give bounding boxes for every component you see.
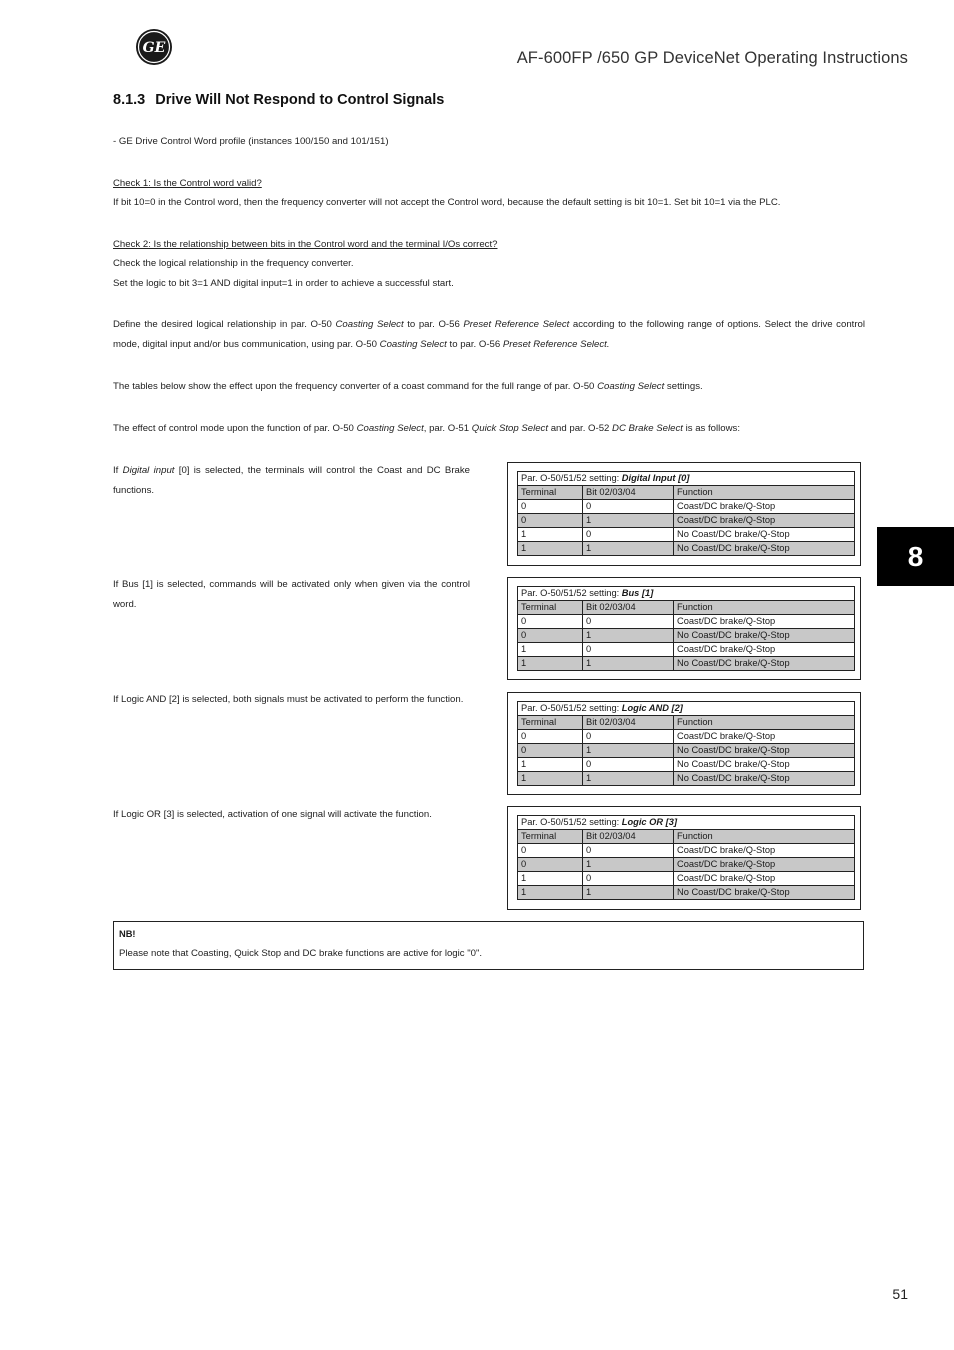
table-cell: No Coast/DC brake/Q-Stop (674, 886, 855, 900)
setting-caption: Par. O-50/51/52 setting: Digital Input [0] (518, 472, 855, 486)
logo-lettering: GE (142, 40, 166, 56)
table-cell: 0 (518, 629, 583, 643)
check2-heading: Check 2: Is the relationship between bits in the Control word and the terminal I/Os correct? (113, 239, 498, 250)
intro-text: - GE Drive Control Word profile (instances 100/150 and 101/151) (113, 136, 389, 147)
tables-paragraph: The tables below show the effect upon the frequency converter of a coast command for the full range of par. O-50 Coasting Select settings. (113, 381, 703, 392)
table-cell: 0 (583, 758, 674, 772)
table-cell: Coast/DC brake/Q-Stop (674, 615, 855, 629)
table-cell: 1 (518, 758, 583, 772)
table-cell: Coast/DC brake/Q-Stop (674, 844, 855, 858)
table-cell: 1 (583, 629, 674, 643)
table-cell: Coast/DC brake/Q-Stop (674, 643, 855, 657)
table-cell: No Coast/DC brake/Q-Stop (674, 542, 855, 556)
setting-caption: Par. O-50/51/52 setting: Logic AND [2] (518, 702, 855, 716)
table-cell: 0 (518, 500, 583, 514)
setting-table-box (507, 692, 861, 795)
table-cell: No Coast/DC brake/Q-Stop (674, 758, 855, 772)
table-cell: 0 (583, 528, 674, 542)
table-row (518, 514, 855, 528)
table-cell: 1 (583, 542, 674, 556)
table-cell: 0 (518, 858, 583, 872)
table-cell: No Coast/DC brake/Q-Stop (674, 772, 855, 786)
table-cell: 0 (518, 730, 583, 744)
table-cell: 1 (518, 886, 583, 900)
option-description-logic-or: If Logic OR [3] is selected, activation of one signal will activate the function. (113, 809, 432, 820)
table-cell: 1 (518, 528, 583, 542)
table-cell: 1 (583, 744, 674, 758)
option-description-digital-input: If Digital input [0] is selected, the terminals will control the Coast and DC Brake functions. (113, 465, 470, 496)
setting-table (517, 586, 855, 671)
column-header: Terminal (518, 716, 583, 730)
table-cell: 1 (518, 643, 583, 657)
table-cell: 0 (583, 643, 674, 657)
column-header: Function (674, 601, 855, 615)
effect-paragraph: The effect of control mode upon the function of par. O-50 Coasting Select, par. O-51 Quick Stop Select and par. O-52 DC Brake Select is as follows: (113, 423, 741, 434)
check1-heading: Check 1: Is the Control word valid? (113, 178, 262, 189)
table-cell: 0 (583, 872, 674, 886)
table-row (518, 500, 855, 514)
table-cell: 0 (518, 744, 583, 758)
define-paragraph: Define the desired logical relationship in par. O-50 Coasting Select to par. O-56 Preset Reference Select according to the following range of options. Select the drive control mode, digital input and/or bus communication, using par. O-50 Coasting Select to par. O-56 Preset Reference Select. (113, 319, 865, 350)
table-row (518, 615, 855, 629)
check2-line2: Set the logic to bit 3=1 AND digital input=1 in order to achieve a successful start. (113, 278, 454, 289)
check2-line1: Check the logical relationship in the frequency converter. (113, 258, 354, 269)
setting-table-box (507, 462, 861, 566)
table-cell: 1 (583, 657, 674, 671)
table-cell: No Coast/DC brake/Q-Stop (674, 744, 855, 758)
column-header: Terminal (518, 601, 583, 615)
table-cell: 0 (518, 514, 583, 528)
note-box (113, 921, 864, 970)
setting-table (517, 701, 855, 786)
option-description-logic-and: If Logic AND [2] is selected, both signals must be activated to perform the function. (113, 694, 464, 705)
page-number: 51 (892, 1286, 908, 1302)
table-cell: Coast/DC brake/Q-Stop (674, 500, 855, 514)
table-row (518, 886, 855, 900)
column-header: Terminal (518, 830, 583, 844)
setting-table (517, 471, 855, 556)
column-header: Function (674, 830, 855, 844)
table-row (518, 772, 855, 786)
column-header: Function (674, 716, 855, 730)
setting-table (517, 815, 855, 900)
note-label: NB! (119, 929, 136, 939)
column-header: Bit 02/03/04 (583, 486, 674, 500)
section-title: Drive Will Not Respond to Control Signals (155, 92, 445, 108)
table-row (518, 542, 855, 556)
table-row (518, 730, 855, 744)
table-cell: 1 (518, 657, 583, 671)
table-cell: No Coast/DC brake/Q-Stop (674, 629, 855, 643)
table-cell: 1 (583, 858, 674, 872)
table-cell: 0 (518, 844, 583, 858)
table-cell: 1 (518, 542, 583, 556)
column-header: Bit 02/03/04 (583, 601, 674, 615)
chapter-tab: 8 (877, 527, 954, 586)
column-header: Function (674, 486, 855, 500)
table-cell: Coast/DC brake/Q-Stop (674, 858, 855, 872)
table-cell: No Coast/DC brake/Q-Stop (674, 528, 855, 542)
table-cell: 0 (583, 730, 674, 744)
column-header: Terminal (518, 486, 583, 500)
table-row (518, 844, 855, 858)
table-row (518, 629, 855, 643)
table-row (518, 528, 855, 542)
table-cell: Coast/DC brake/Q-Stop (674, 514, 855, 528)
check1-text: If bit 10=0 in the Control word, then the frequency converter will not accept the Control word, because the default setting is bit 10=1. Set bit 10=1 via the PLC. (113, 197, 781, 208)
table-cell: 1 (583, 514, 674, 528)
table-cell: No Coast/DC brake/Q-Stop (674, 657, 855, 671)
setting-table-box (507, 577, 861, 680)
table-cell: 0 (518, 615, 583, 629)
table-cell: 1 (583, 772, 674, 786)
option-description-bus: If Bus [1] is selected, commands will be activated only when given via the control word. (113, 579, 470, 610)
table-cell: 0 (583, 615, 674, 629)
table-cell: 0 (583, 500, 674, 514)
column-header: Bit 02/03/04 (583, 716, 674, 730)
table-row (518, 758, 855, 772)
table-row (518, 744, 855, 758)
table-cell: 1 (518, 872, 583, 886)
table-cell: 1 (583, 886, 674, 900)
table-row (518, 643, 855, 657)
setting-caption: Par. O-50/51/52 setting: Bus [1] (518, 587, 855, 601)
column-header: Bit 02/03/04 (583, 830, 674, 844)
table-cell: 0 (583, 844, 674, 858)
table-cell: Coast/DC brake/Q-Stop (674, 872, 855, 886)
note-text: Please note that Coasting, Quick Stop and DC brake functions are active for logic "0". (119, 948, 483, 959)
table-row (518, 872, 855, 886)
table-cell: 1 (518, 772, 583, 786)
table-cell: Coast/DC brake/Q-Stop (674, 730, 855, 744)
setting-caption: Par. O-50/51/52 setting: Logic OR [3] (518, 816, 855, 830)
section-number: 8.1.3 (113, 92, 146, 108)
table-row (518, 657, 855, 671)
table-row (518, 858, 855, 872)
ge-logo (135, 28, 173, 66)
section-heading (113, 92, 444, 108)
setting-table-box (507, 806, 861, 910)
document-title: AF-600FP /650 GP DeviceNet Operating Instructions (516, 49, 908, 67)
